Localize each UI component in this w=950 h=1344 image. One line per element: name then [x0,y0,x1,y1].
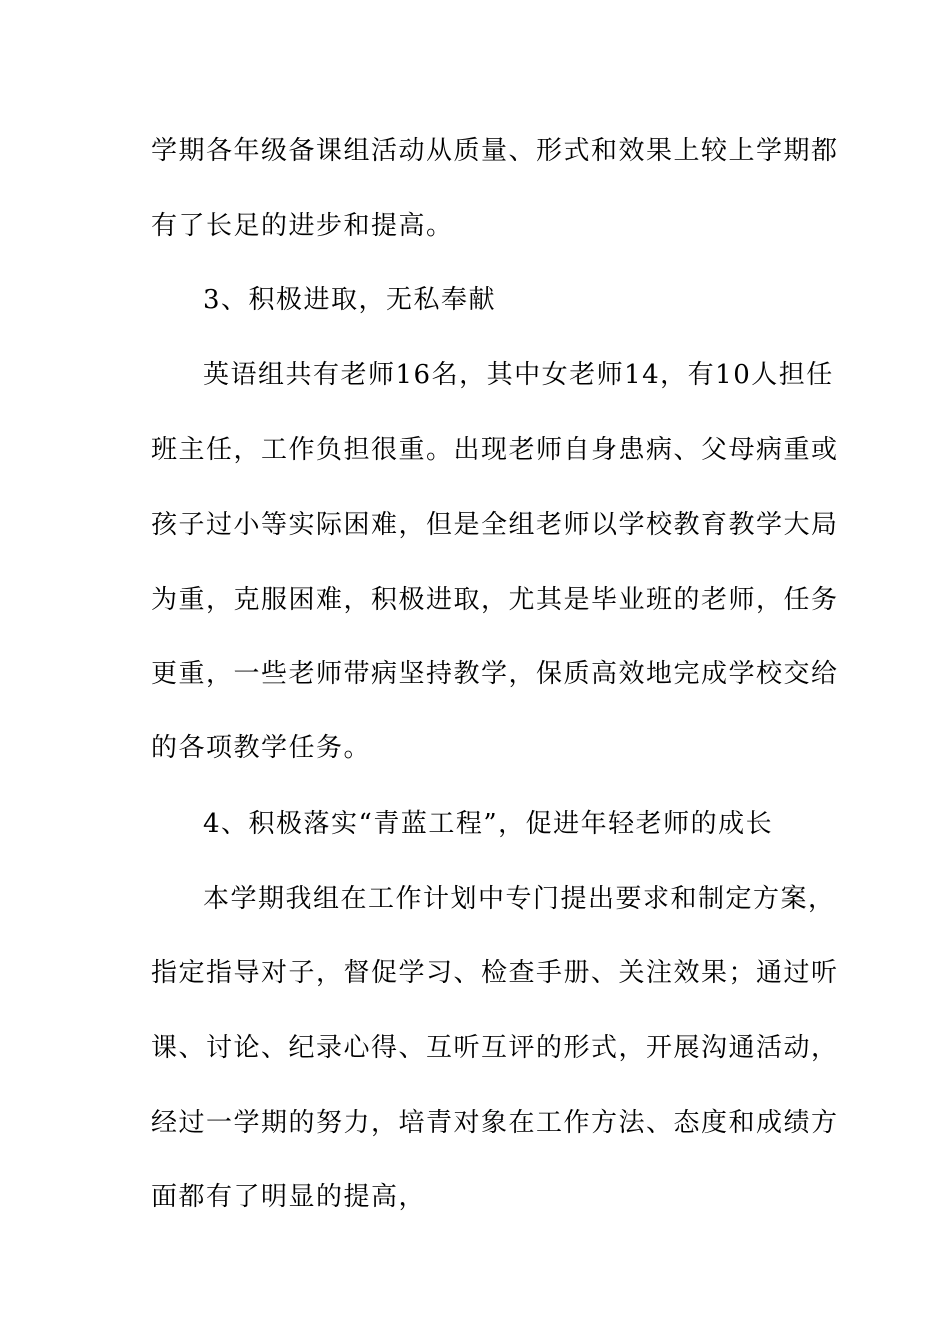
text-line: 经过一学期的努力，培青对象在工作方法、态度和成绩方 [151,1108,839,1138]
text-line: 本学期我组在工作计划中专门提出要求和制定方案， [203,884,836,914]
text-line: 学期各年级备课组活动从质量、形式和效果上较上学期都 [151,136,839,166]
text-line: 指定指导对子，督促学习、检查手册、关注效果；通过听 [151,958,839,988]
text-line: 更重，一些老师带病坚持教学，保质高效地完成学校交给 [151,659,839,689]
text-line: 班主任，工作负担很重。出现老师自身患病、父母病重或 [151,435,839,465]
text-line: 英语组共有老师16名，其中女老师14，有10人担任 [203,360,834,390]
text-line: 有了长足的进步和提高。 [151,211,454,241]
text-line: 孩子过小等实际困难，但是全组老师以学校教育教学大局 [151,510,839,540]
text-line: 为重，克服困难，积极进取，尤其是毕业班的老师，任务 [151,585,839,615]
section-heading: 3、积极进取，无私奉献 [203,285,497,315]
text-line: 的各项教学任务。 [151,733,372,763]
section-heading: 4、积极落实“青蓝工程”，促进年轻老师的成长 [203,809,774,839]
text-line: 课、讨论、纪录心得、互听互评的形式，开展沟通活动， [151,1033,839,1063]
text-line: 面都有了明显的提高， [151,1182,427,1212]
